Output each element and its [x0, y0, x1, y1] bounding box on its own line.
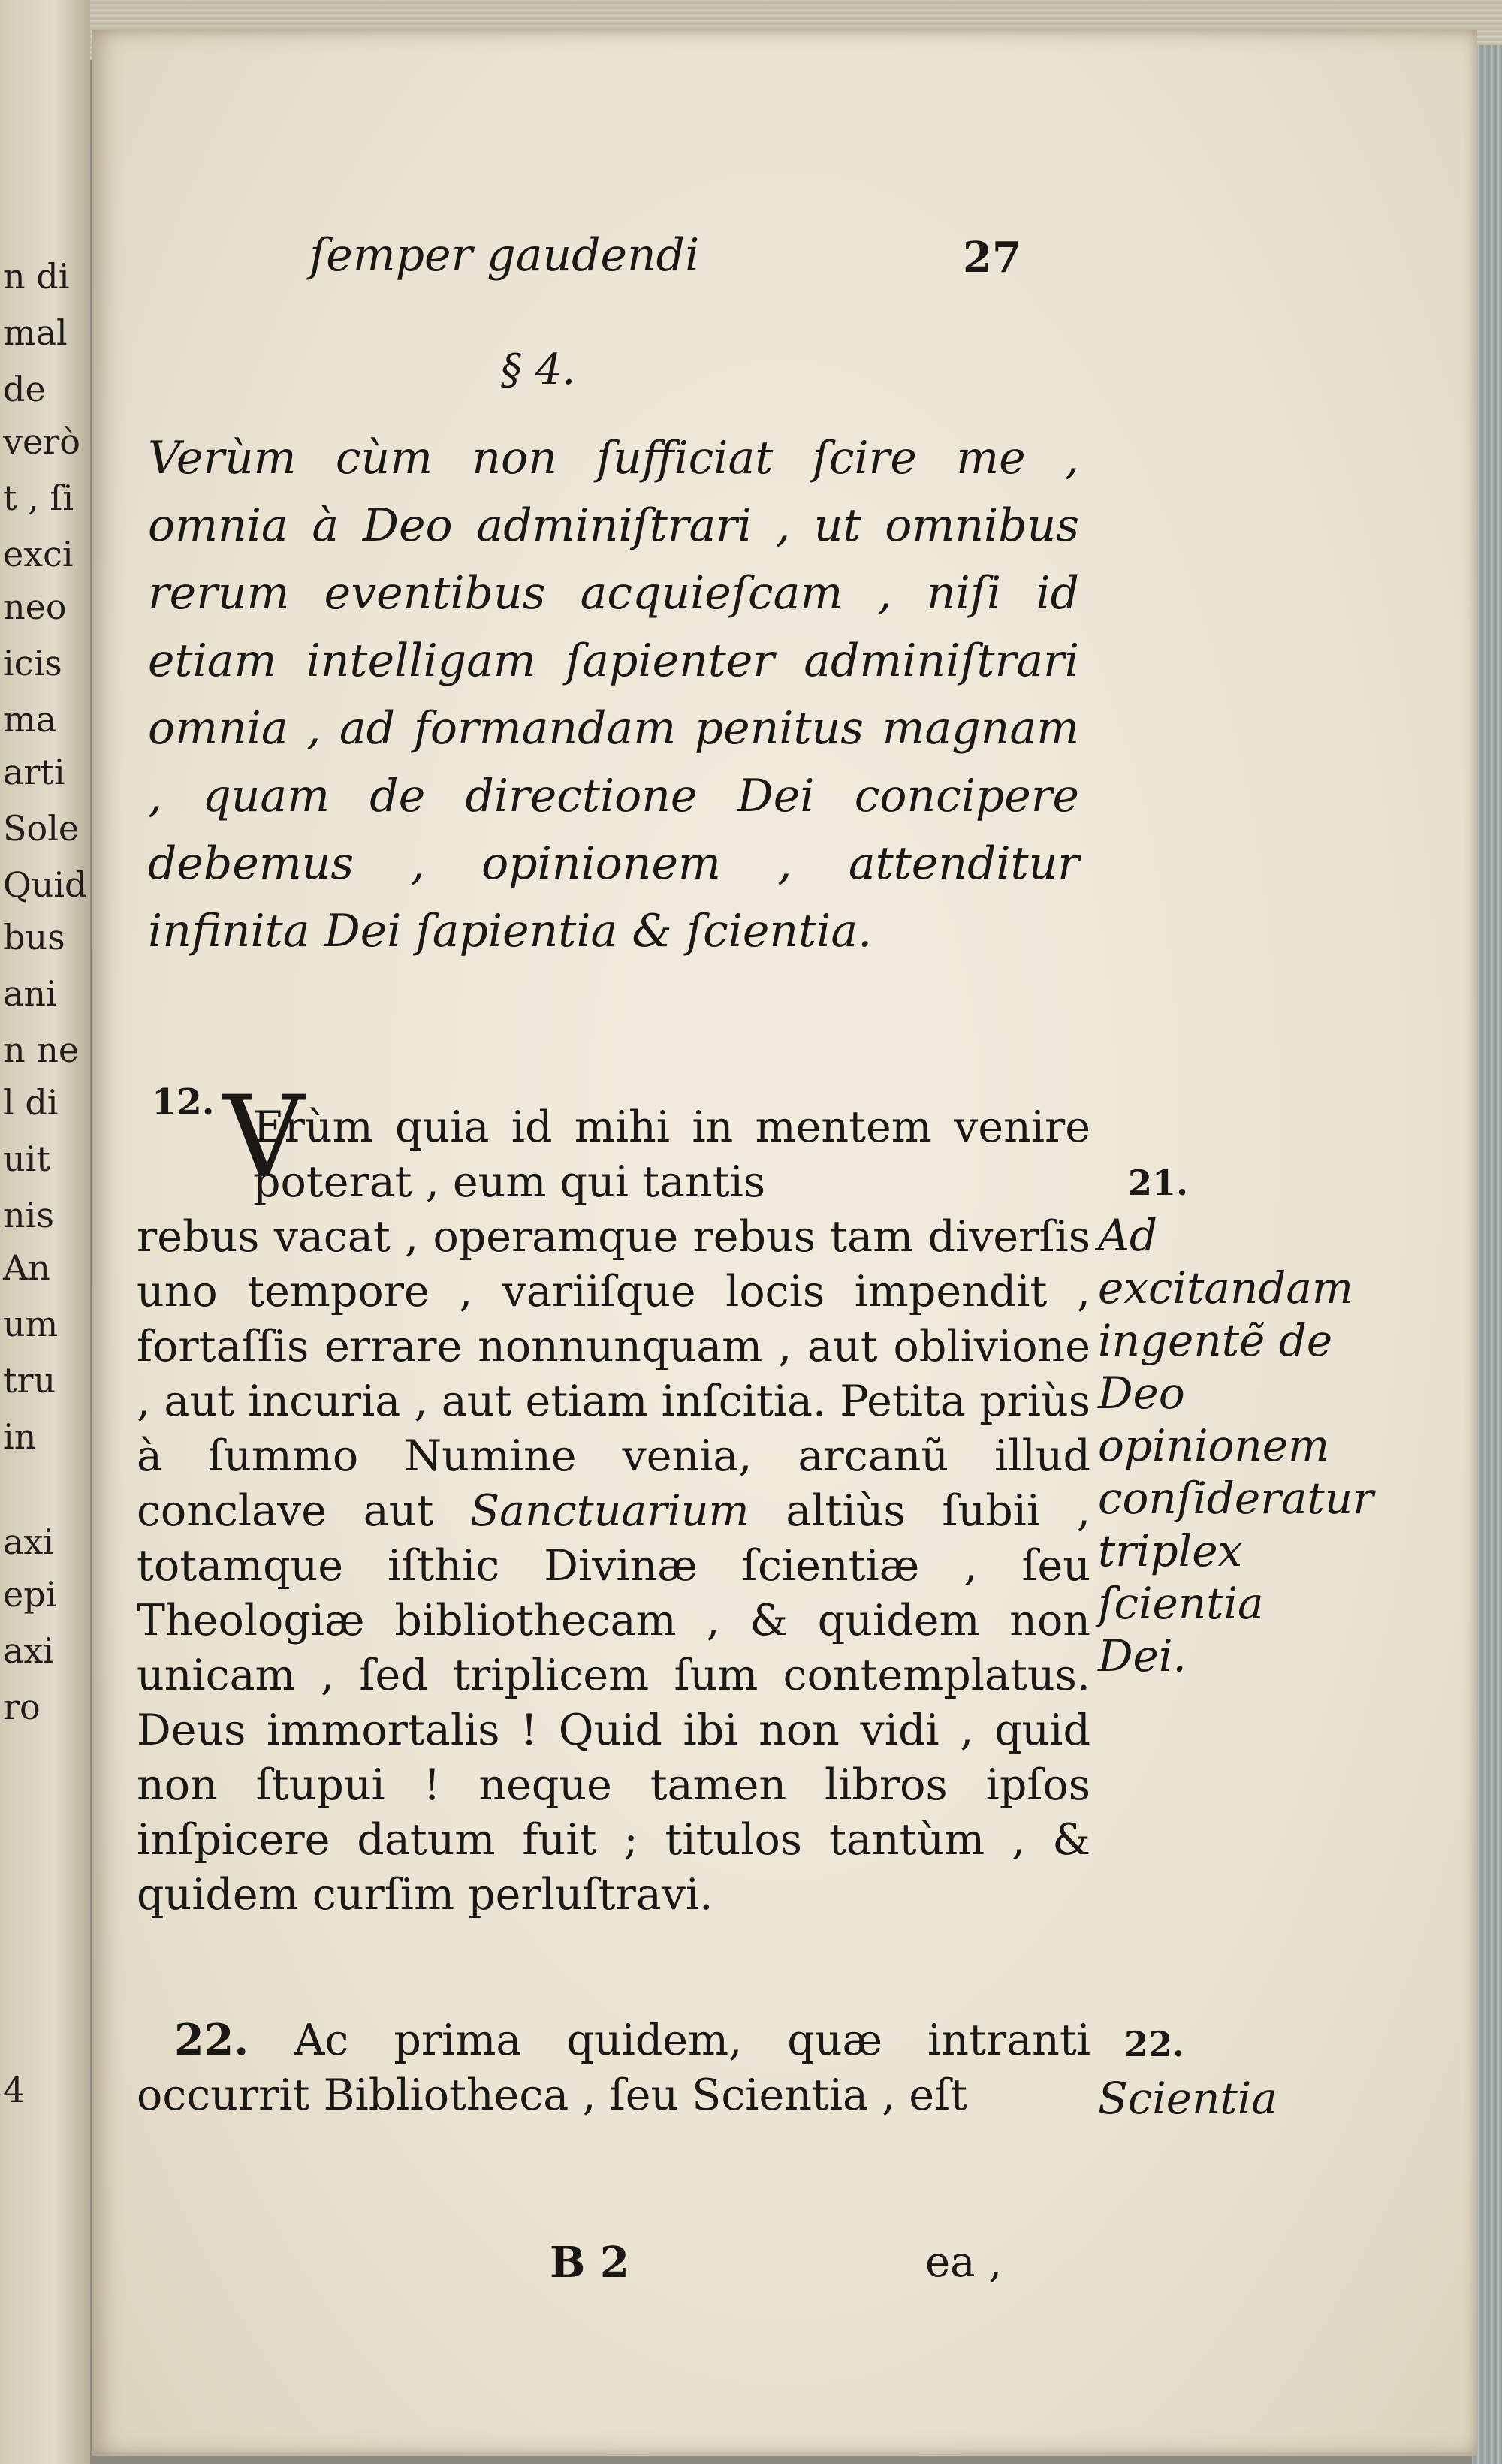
left-fragment: arti	[3, 752, 65, 792]
paragraph-22-text: Ac prima quidem, quæ intranti occurrit Bibliotheca , ſeu Scientia , eſt	[137, 2016, 1090, 2120]
left-fragment: 4	[3, 2070, 26, 2110]
left-page-edge	[0, 0, 90, 2464]
left-fragment: axi	[3, 1630, 55, 1671]
left-fragment: de	[3, 369, 46, 409]
left-fragment: mal	[3, 312, 68, 353]
paragraph-21-text: rebus vacat , operamque rebus tam diverſis uno tempore , variiſque locis impendit , fortaſſis errare nonnunquam , aut oblivione , aut incuria , aut etiam inſcitia. Petita priùs à ſummo Numine venia, arcanũ illud conclave aut	[137, 1212, 1090, 1536]
intro-paragraph: Verùm cùm non ſufficiat ſcire me , omnia à Deo adminiſtrari , ut omnibus rerum eventibus acquieſcam , niſi id etiam intelligam ſapienter adminiſtrari omnia , ad formandam penitus magnam , quam de directione Dei concipere debemus , opinionem , attenditur infinita Dei ſapientia & ſcientia.	[148, 432, 1079, 958]
left-fragment: epi	[3, 1574, 57, 1615]
left-fragment: t , ſi	[3, 478, 74, 518]
marginal-number-22: 22.	[1124, 2024, 1185, 2064]
left-fragment: n ne	[3, 1030, 80, 1070]
marginal-text-22: Scientia	[1098, 2073, 1277, 2124]
paragraph-21-body	[137, 1100, 1090, 1923]
left-fragment: bus	[3, 917, 65, 958]
left-fragment: in	[3, 1416, 37, 1457]
paragraph-21-tail: altiùs ſubii , totamque iſthic Divinæ ſcientiæ , ſeu Theologiæ bibliothecam , & quidem non unicam , ſed triplicem ſum contemplatus. Deus immortalis ! Quid ibi non vidi , quid non ſtupui ! neque tamen libros ipſos inſpicere datum fuit ; titulos tantùm , & quidem curſim perluſtravi.	[137, 1486, 1090, 1920]
left-fragment: verò	[3, 421, 80, 462]
left-fragment: Sole	[3, 808, 80, 849]
running-title: ſemper gaudendi	[309, 229, 700, 282]
left-fragment: icis	[3, 643, 62, 683]
signature-mark: B 2	[550, 2238, 629, 2288]
paragraph-21-opening: Erùm quia id mihi in mentem venire poterat , eum qui tantis	[253, 1102, 1090, 1207]
left-fragment: ma	[3, 699, 57, 740]
marginal-note-21	[1098, 1157, 1374, 1682]
paragraph-number-21: 12.	[152, 1081, 215, 1123]
left-fragment: exci	[3, 534, 74, 575]
left-fragment: An	[3, 1247, 50, 1288]
left-fragment: tru	[3, 1360, 56, 1401]
left-fragment: neo	[3, 587, 67, 627]
section-heading: § 4.	[501, 345, 576, 394]
page-number: 27	[963, 233, 1021, 282]
left-fragment: l di	[3, 1082, 59, 1123]
paragraph-22-body	[137, 2013, 1090, 2123]
paragraph-number-22: 22.	[174, 2015, 249, 2065]
left-fragment: um	[3, 1304, 59, 1344]
left-fragment: ani	[3, 973, 57, 1014]
left-fragment: Quid	[3, 864, 87, 905]
left-fragment: n di	[3, 256, 70, 297]
left-fragment: nis	[3, 1195, 54, 1235]
left-fragment: ro	[3, 1687, 41, 1727]
catchword: ea ,	[925, 2238, 1003, 2287]
paragraph-21-italic-word: Sanctuarium	[470, 1486, 749, 1536]
drop-capital: V	[223, 1072, 305, 1203]
book-page	[92, 30, 1477, 2456]
left-fragment: uit	[3, 1139, 50, 1179]
marginal-number-21: 21.	[1128, 1163, 1189, 1203]
left-fragment: axi	[3, 1522, 55, 1562]
marginal-text-21: Ad excitandam ingentẽ de Deo opinionem conſideratur triplex ſcientia Dei.	[1098, 1210, 1374, 1681]
